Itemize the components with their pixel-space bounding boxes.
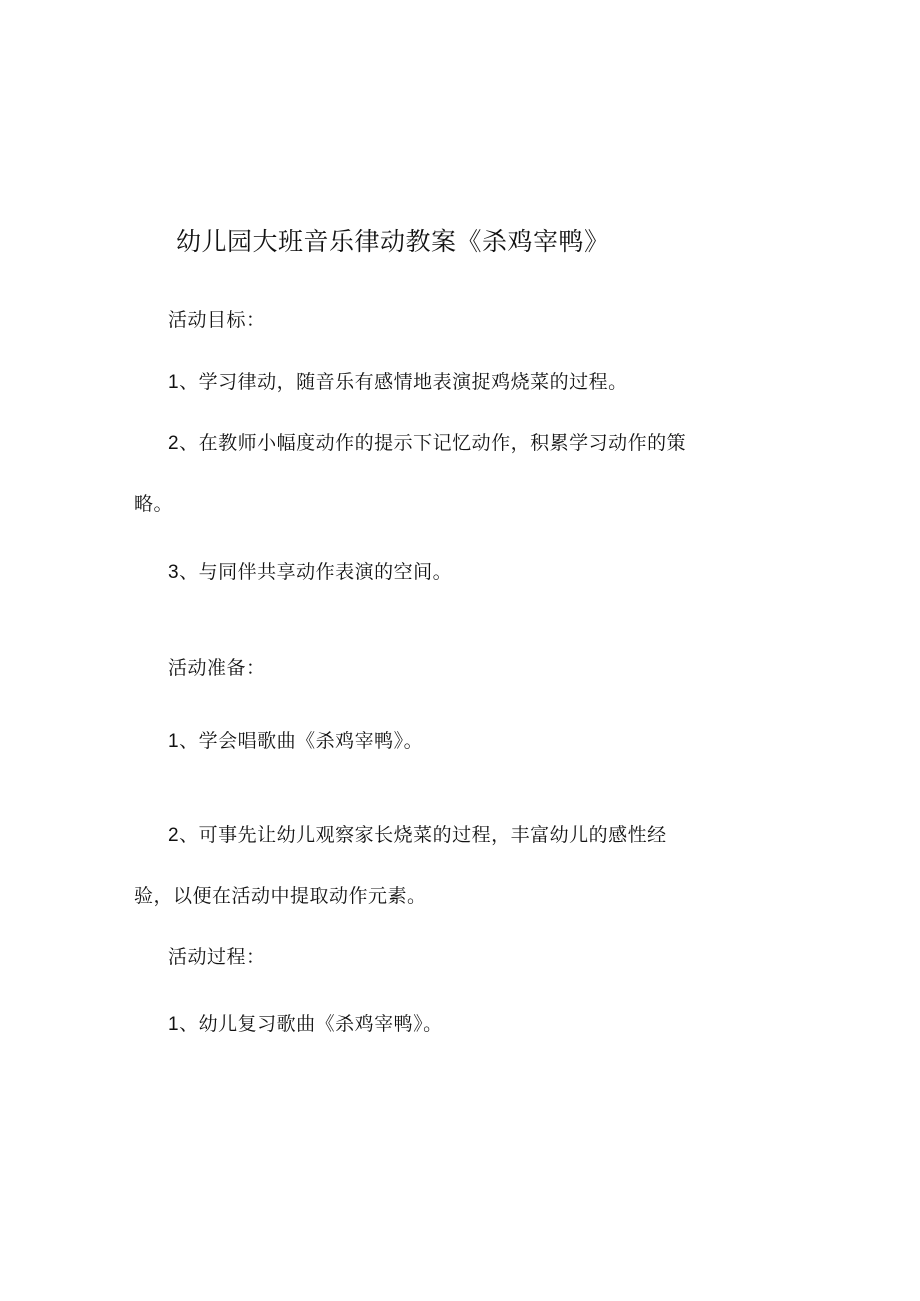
preparation-item-1-text: 、学会唱歌曲《杀鸡宰鸭》。	[179, 730, 424, 752]
preparation-item-1-number: 1	[168, 731, 180, 752]
document-title: 幼儿园大班音乐律动教案《杀鸡宰鸭》	[176, 227, 610, 256]
goal-item-2-number: 2	[168, 433, 180, 454]
goal-item-2-continuation: 略。	[134, 493, 174, 515]
goal-item-1	[168, 370, 628, 395]
process-item-1	[168, 1012, 443, 1037]
preparation-item-2-text: 、可事先让幼儿观察家长烧菜的过程，丰富幼儿的感性经	[179, 824, 667, 846]
preparation-item-2-continuation: 验，以便在活动中提取动作元素。	[134, 885, 427, 907]
goal-item-1-text: 、学习律动，随音乐有感情地表演捉鸡烧菜的过程。	[179, 371, 628, 393]
preparation-item-2-number: 2	[168, 825, 180, 846]
goal-item-3-number: 3	[168, 562, 180, 583]
preparation-heading: 活动准备：	[168, 657, 266, 679]
goal-item-2	[168, 431, 686, 456]
preparation-item-1	[168, 729, 423, 754]
process-heading: 活动过程：	[168, 946, 266, 968]
goals-heading: 活动目标：	[168, 309, 266, 331]
goal-item-3-text: 、与同伴共享动作表演的空间。	[179, 561, 453, 583]
process-item-1-text: 、幼儿复习歌曲《杀鸡宰鸭》。	[179, 1013, 443, 1035]
goal-item-2-text: 、在教师小幅度动作的提示下记忆动作，积累学习动作的策	[179, 432, 687, 454]
goal-item-3	[168, 560, 452, 585]
goal-item-1-number: 1	[168, 372, 180, 393]
process-item-1-number: 1	[168, 1014, 180, 1035]
preparation-item-2	[168, 823, 667, 848]
